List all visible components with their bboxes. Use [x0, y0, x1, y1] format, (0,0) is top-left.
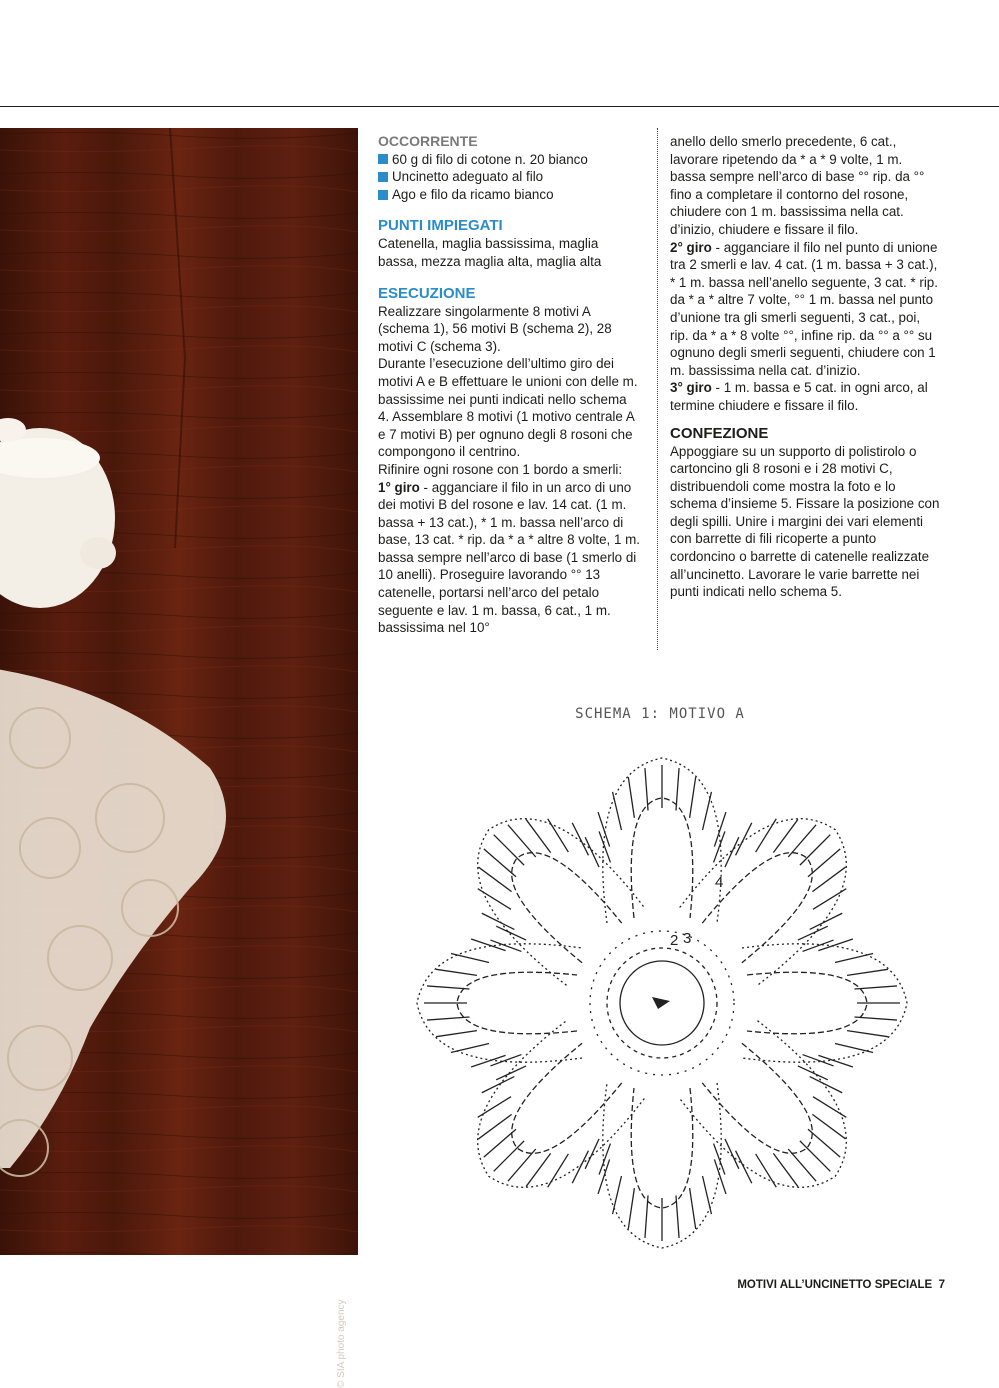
- photo-credit: © SIA photo agency: [336, 1299, 347, 1388]
- confezione-heading: CONFEZIONE: [670, 424, 769, 442]
- bullet-square-icon: [378, 154, 388, 164]
- esecuzione-heading: ESECUZIONE: [378, 284, 476, 302]
- giro3-label: 3° giro: [670, 380, 712, 396]
- occorrente-heading: OCCORRENTE: [378, 133, 478, 149]
- text-column-right: [670, 133, 940, 601]
- text-column-left: [378, 133, 640, 637]
- giro1-label: 1° giro: [378, 479, 420, 495]
- punti-heading: PUNTI IMPIEGATI: [378, 217, 503, 235]
- petal: [585, 758, 739, 923]
- esecuzione-p3: Rifinire ogni rosone con 1 bordo a smerli:: [378, 461, 623, 477]
- bullet-square-icon: [378, 190, 388, 200]
- petal: [417, 926, 582, 1080]
- giro2-paragraph: [670, 239, 940, 380]
- material-item: Ago e filo da ricamo bianco: [378, 186, 640, 204]
- esecuzione-p2: Durante l’esecuzione dell’ultimo giro dei motivi A e B effettuare le unioni con delle m. bassissime nei punti indicati nello schema 4. Assemblare 8 motivi (1 motivo centrale A e 7 motivi B) per ognuno degli 8 rosoni che compongono il centrino.: [378, 356, 638, 460]
- round-label: 2: [670, 932, 679, 949]
- bullet-square-icon: [378, 172, 388, 182]
- petal: [434, 775, 659, 1000]
- page-footer: [700, 1279, 945, 1291]
- confezione-text: Appoggiare su un supporto di polistirolo o cartoncino gli 8 rosoni e i 28 motivi C, distribuendoli come mostra la foto e lo schema d’insieme 5. Fissare la posizione con degli spilli. Unire i margini dei vari elementi con barrette di fili ricoperte a punto cordoncino o barrette di catenelle realizzate all’uncinetto. Lavorare le varie barrette nei punti indicati nello schema 5.: [670, 443, 940, 600]
- crochet-diagram: [400, 735, 930, 1245]
- page-number: 7: [938, 1279, 945, 1291]
- giro2-label: 2° giro: [670, 239, 712, 255]
- material-item: 60 g di filo di cotone n. 20 bianco: [378, 151, 640, 169]
- giro2-text: - agganciare il filo nel punto di unione tra 2 smerli e lav. 4 cat. (1 m. bassa + 3 cat.), * 1 m. bassa nell’anello seguente, 3 cat. * rip. da * a * altre 7 volte, °° 1 m. bassa nel punto d’unione tra gli smerli seguenti, 3 cat., poi, rip. da * a * 8 volte °°, infine rip. da °° a °° su ognuno degli smerli seguenti, chiudere con 1 m. bassissima nella cat. d’inizio.: [670, 239, 938, 378]
- column-divider: [657, 128, 658, 650]
- round-label: 4: [715, 874, 724, 891]
- petal: [742, 926, 907, 1080]
- giro1-text: - agganciare il filo in un arco di uno dei motivi B del rosone e lav. 14 cat. (1 m. bassa + 13 cat.), * 1 m. bassa nell’arco di base, 13 cat. * rip. da * a * altre 8 volte, 1 m. bassa sempre nell’arco di base (1 smerlo di 10 anelli). Proseguire lavorando °° 13 catenelle, portarsi nell’arco del petalo seguente e lav. 1 m. bassa, 6 cat., 1 m. bassissima nel 10°: [378, 479, 641, 636]
- giro3-text: - 1 m. bassa e 5 cat. in ogni arco, al termine chiudere e fissare il filo.: [670, 380, 928, 413]
- petal: [585, 1083, 739, 1248]
- giro1-paragraph: [378, 479, 640, 637]
- start-arrow-icon: [652, 997, 670, 1009]
- giro1-continuation: anello dello smerlo precedente, 6 cat., lavorare ripetendo da * a * 9 volte, 1 m. bassa sempre nell’arco di base °° rip. da °° fino a completare il contorno del rosone, chiudere con 1 m. bassissima nella cat. d’inizio, chiudere e fissare il filo.: [670, 134, 925, 237]
- petal: [434, 1005, 659, 1230]
- petal: [664, 775, 889, 1000]
- photo-illustration: [0, 128, 358, 1255]
- schema-title: SCHEMA 1: MOTIVO A: [575, 706, 745, 722]
- top-rule: [0, 106, 999, 107]
- material-item: Uncinetto adeguato al filo: [378, 168, 640, 186]
- giro3-paragraph: [670, 379, 940, 414]
- petal: [664, 1005, 889, 1230]
- magazine-title: MOTIVI ALL’UNCINETTO SPECIALE: [737, 1279, 933, 1291]
- esecuzione-p1: Realizzare singolarmente 8 motivi A (schema 1), 56 motivi B (schema 2), 28 motivi C (schema 3).: [378, 303, 612, 354]
- doily-photo: [0, 128, 358, 1388]
- punti-text: Catenella, maglia bassissima, maglia bassa, mezza maglia alta, maglia alta: [378, 236, 602, 269]
- round-label: 3: [683, 930, 692, 947]
